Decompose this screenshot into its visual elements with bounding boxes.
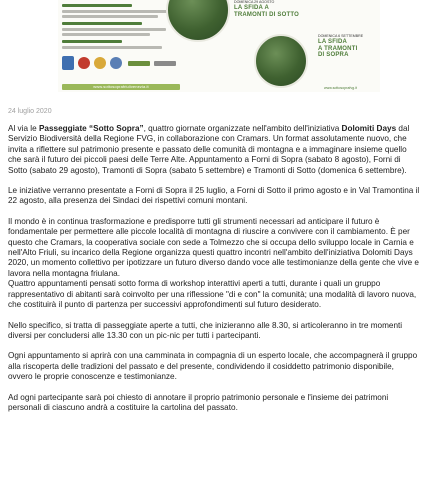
event-title: LA SFIDA A bbox=[234, 5, 269, 11]
article-paragraph: Al via le Passeggiate “Sotto Sopra”, quattro giornate organizzate nell'ambito dell'iniziativa Dolomiti Days dal Servizio Biodiversità della Regione FVG, in collaborazione con Cramars. Un format assolutamente nuovo, che invita a riflettere sul patrimonio presente e passato delle comunità di montagna e a immaginare insieme quello che sarà il futuro dei piccoli paesi delle Terre Alte. Appuntamento a Forni di Sopra (sabato 8 agosto), Forni di Sotto (sabato 29 agosto), Tramonti di Sopra (sabato 5 settembre) e Tramonti di Sotto (domenica 6 settembre). bbox=[8, 124, 410, 175]
initiative-name: Dolomiti Days bbox=[341, 124, 397, 133]
crest-logo-icon bbox=[110, 57, 122, 69]
crest-logo-icon bbox=[94, 57, 106, 69]
poster-program-list bbox=[58, 0, 184, 92]
sponsor-logos bbox=[62, 56, 180, 72]
poster-event-1 bbox=[234, 0, 299, 18]
event-title: TRAMONTI DI SOTTO bbox=[234, 11, 299, 18]
event-date: DOMENICA 29 AGOSTO bbox=[234, 0, 275, 4]
mountain-photo bbox=[254, 34, 308, 88]
event-name: Passeggiate “Sotto Sopra” bbox=[38, 124, 144, 133]
event-title: DI SOPRA bbox=[318, 52, 349, 58]
article-date: 24 luglio 2020 bbox=[8, 108, 52, 115]
event-date: DOMENICA 6 SETTEMBRE bbox=[318, 34, 364, 38]
article-body bbox=[8, 124, 420, 423]
event-poster-image bbox=[58, 0, 380, 92]
poster-url-right: www.sottosoprafvg.it bbox=[324, 86, 357, 90]
dolomiti-logo-icon bbox=[154, 61, 176, 66]
article-paragraph: Ad ogni partecipante sarà poi chiesto di annotare il proprio patrimonio personale e l'insieme dei patrimoni personali di ciascuno andrà a costituire la cartolina del passato. bbox=[8, 392, 389, 412]
article-paragraph: Il mondo è in continua trasformazione e predisporre tutti gli strumenti necessari ad anticipare il futuro è fondamentale per permettere alle piccole località di montagna di riuscire a convivere con il cambiamento. È per questo che Cramars, la cooperativa sociale con sede a Tolmezzo che si occupa dello sviluppo locale in Carnia e nell'Alto Friuli, su incarico della Regione organizza questi quattro incontri nell'ambito dell'iniziativa Dolomiti Days 2020, un momento collettivo per ipotizzare un futuro diverso dando voce alle testimonianze della gente che vive e lavora nella montagna friulana. bbox=[8, 216, 419, 278]
event-title: LA SFIDA bbox=[318, 39, 348, 45]
poster-event-2 bbox=[318, 34, 363, 59]
article-paragraph: Nello specifico, si tratta di passeggiate aperte a tutti, che inizieranno alle 8.30, si articoleranno in tre momenti diversi per concludersi alle 13.30 con un pic-nic per tutti i partecipanti. bbox=[8, 320, 403, 340]
poster-url-left: www.sottosoprafriulivenezia.it bbox=[62, 84, 180, 90]
crest-logo-icon bbox=[78, 57, 90, 69]
cramars-logo-icon bbox=[128, 61, 150, 66]
article-paragraph: Le iniziative verranno presentate a Forni di Sopra il 25 luglio, a Forni di Sotto il primo agosto e in Val Tramontina il 22 agosto, alla presenza dei Sindaci dei rispettivi comuni montani. bbox=[8, 186, 420, 206]
article-paragraph: Ogni appuntamento si aprirà con una camminata in compagnia di un esperto locale, che accompagnerà il gruppo alla riscoperta delle tradizioni del passato e del presente, condividendo il cosiddetto patrimonio disponibile, ovvero le proprie conoscenze e testimonianze. bbox=[8, 351, 418, 382]
article-paragraph: Quattro appuntamenti pensati sotto forma di workshop interattivi aperti a tutti, durante i quali un gruppo rappresentativo di abitanti sarà coinvolto per una riflessione "di e con" la comunità; una modalità di lavoro nuova, che costituirà il punto di partenza per successivi approfondimenti sul futuro desiderato. bbox=[8, 279, 417, 310]
region-logo-icon bbox=[62, 56, 74, 70]
event-title: A TRAMONTI bbox=[318, 45, 358, 52]
